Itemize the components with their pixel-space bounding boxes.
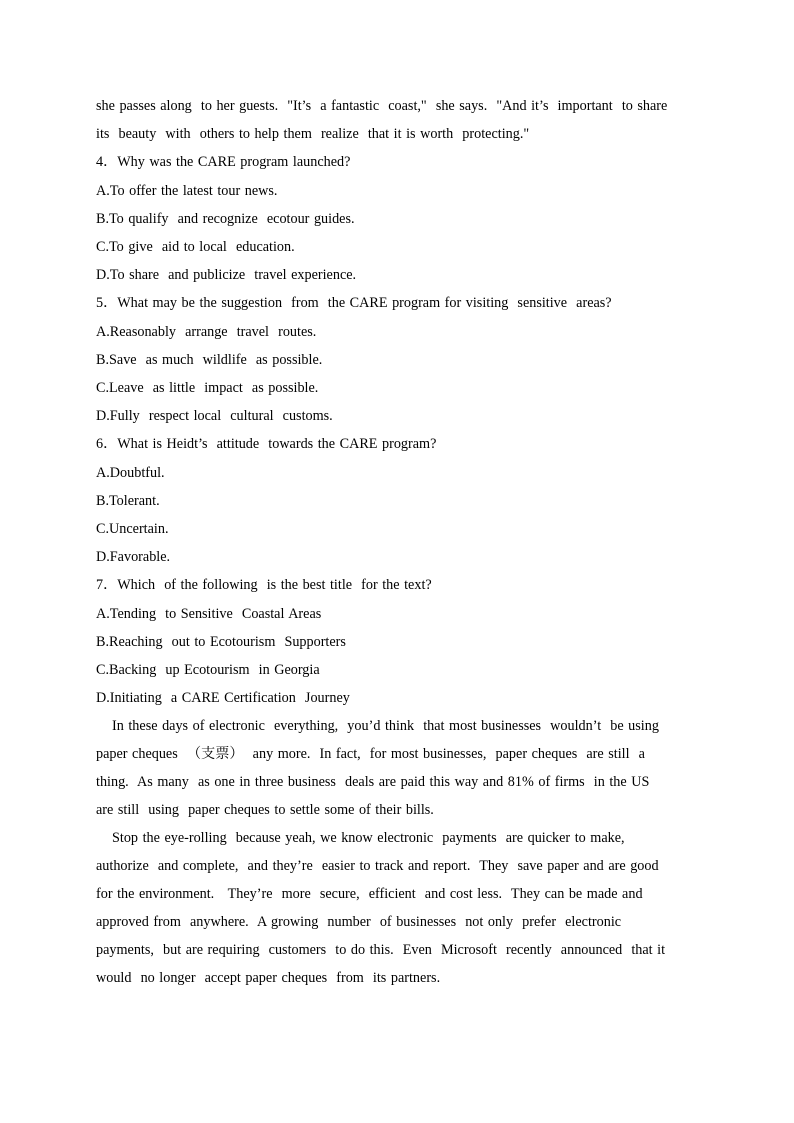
question-7 [96,571,696,712]
paragraph-line: would no longer accept paper cheques from its partners. [96,970,441,986]
paragraph-line: are still using paper cheques to settle some of their bills. [96,802,434,818]
answer-option: C.Leave as little impact as possible. [96,380,319,396]
answer-option: C.To give aid to local education. [96,239,295,255]
question-6 [96,430,696,571]
answer-option: A.Doubtful. [96,465,165,481]
question-stem: 5．What may be the suggestion from the CARE program for visiting sensitive areas? [96,295,612,311]
answer-option: D.To share and publicize travel experience. [96,267,357,283]
answer-option: B.Save as much wildlife as possible. [96,352,323,368]
paragraph-line: thing. As many as one in three business deals are paid this way and 81% of firms in the US [96,774,650,790]
paragraph-2 [96,824,696,992]
question-stem: 6．What is Heidt’s attitude towards the CARE program? [96,436,437,452]
answer-option: D.Initiating a CARE Certification Journey [96,690,350,706]
question-stem: 4．Why was the CARE program launched? [96,154,351,170]
paragraph-line: authorize and complete, and they’re easier to track and report. They save paper and are good [96,858,659,874]
answer-option: D.Fully respect local cultural customs. [96,408,333,424]
answer-option: B.Reaching out to Ecotourism Supporters [96,634,346,650]
answer-option: C.Uncertain. [96,521,169,537]
paragraph-line: paper cheques （支票） any more. In fact, for most businesses, paper cheques are still a [96,746,645,762]
paragraph-1 [96,712,696,824]
answer-option: B.Tolerant. [96,493,160,509]
answer-option: D.Favorable. [96,549,171,565]
passage-ending [96,92,696,148]
paragraph-line: approved from anywhere. A growing number of businesses not only prefer electronic [96,914,622,930]
question-stem: 7．Which of the following is the best title for the text? [96,577,432,593]
document-page [96,92,696,992]
answer-option: A.Reasonably arrange travel routes. [96,324,317,340]
answer-option: A.To offer the latest tour news. [96,183,278,199]
passage-line: its beauty with others to help them realize that it is worth protecting." [96,126,530,142]
answer-option: A.Tending to Sensitive Coastal Areas [96,606,322,622]
new-passage [96,712,696,992]
paragraph-line: for the environment. They’re more secure, efficient and cost less. They can be made and [96,886,643,902]
paragraph-line: Stop the eye-rolling because yeah, we know electronic payments are quicker to make, [112,830,625,846]
passage-line: she passes along to her guests. "It’s a fantastic coast," she says. "And it’s important to share [96,98,668,114]
paragraph-line: payments, but are requiring customers to do this. Even Microsoft recently announced that it [96,942,666,958]
question-4 [96,148,696,289]
paragraph-line: In these days of electronic everything, you’d think that most businesses wouldn’t be using [112,718,659,734]
question-5 [96,289,696,430]
answer-option: C.Backing up Ecotourism in Georgia [96,662,320,678]
answer-option: B.To qualify and recognize ecotour guides. [96,211,355,227]
